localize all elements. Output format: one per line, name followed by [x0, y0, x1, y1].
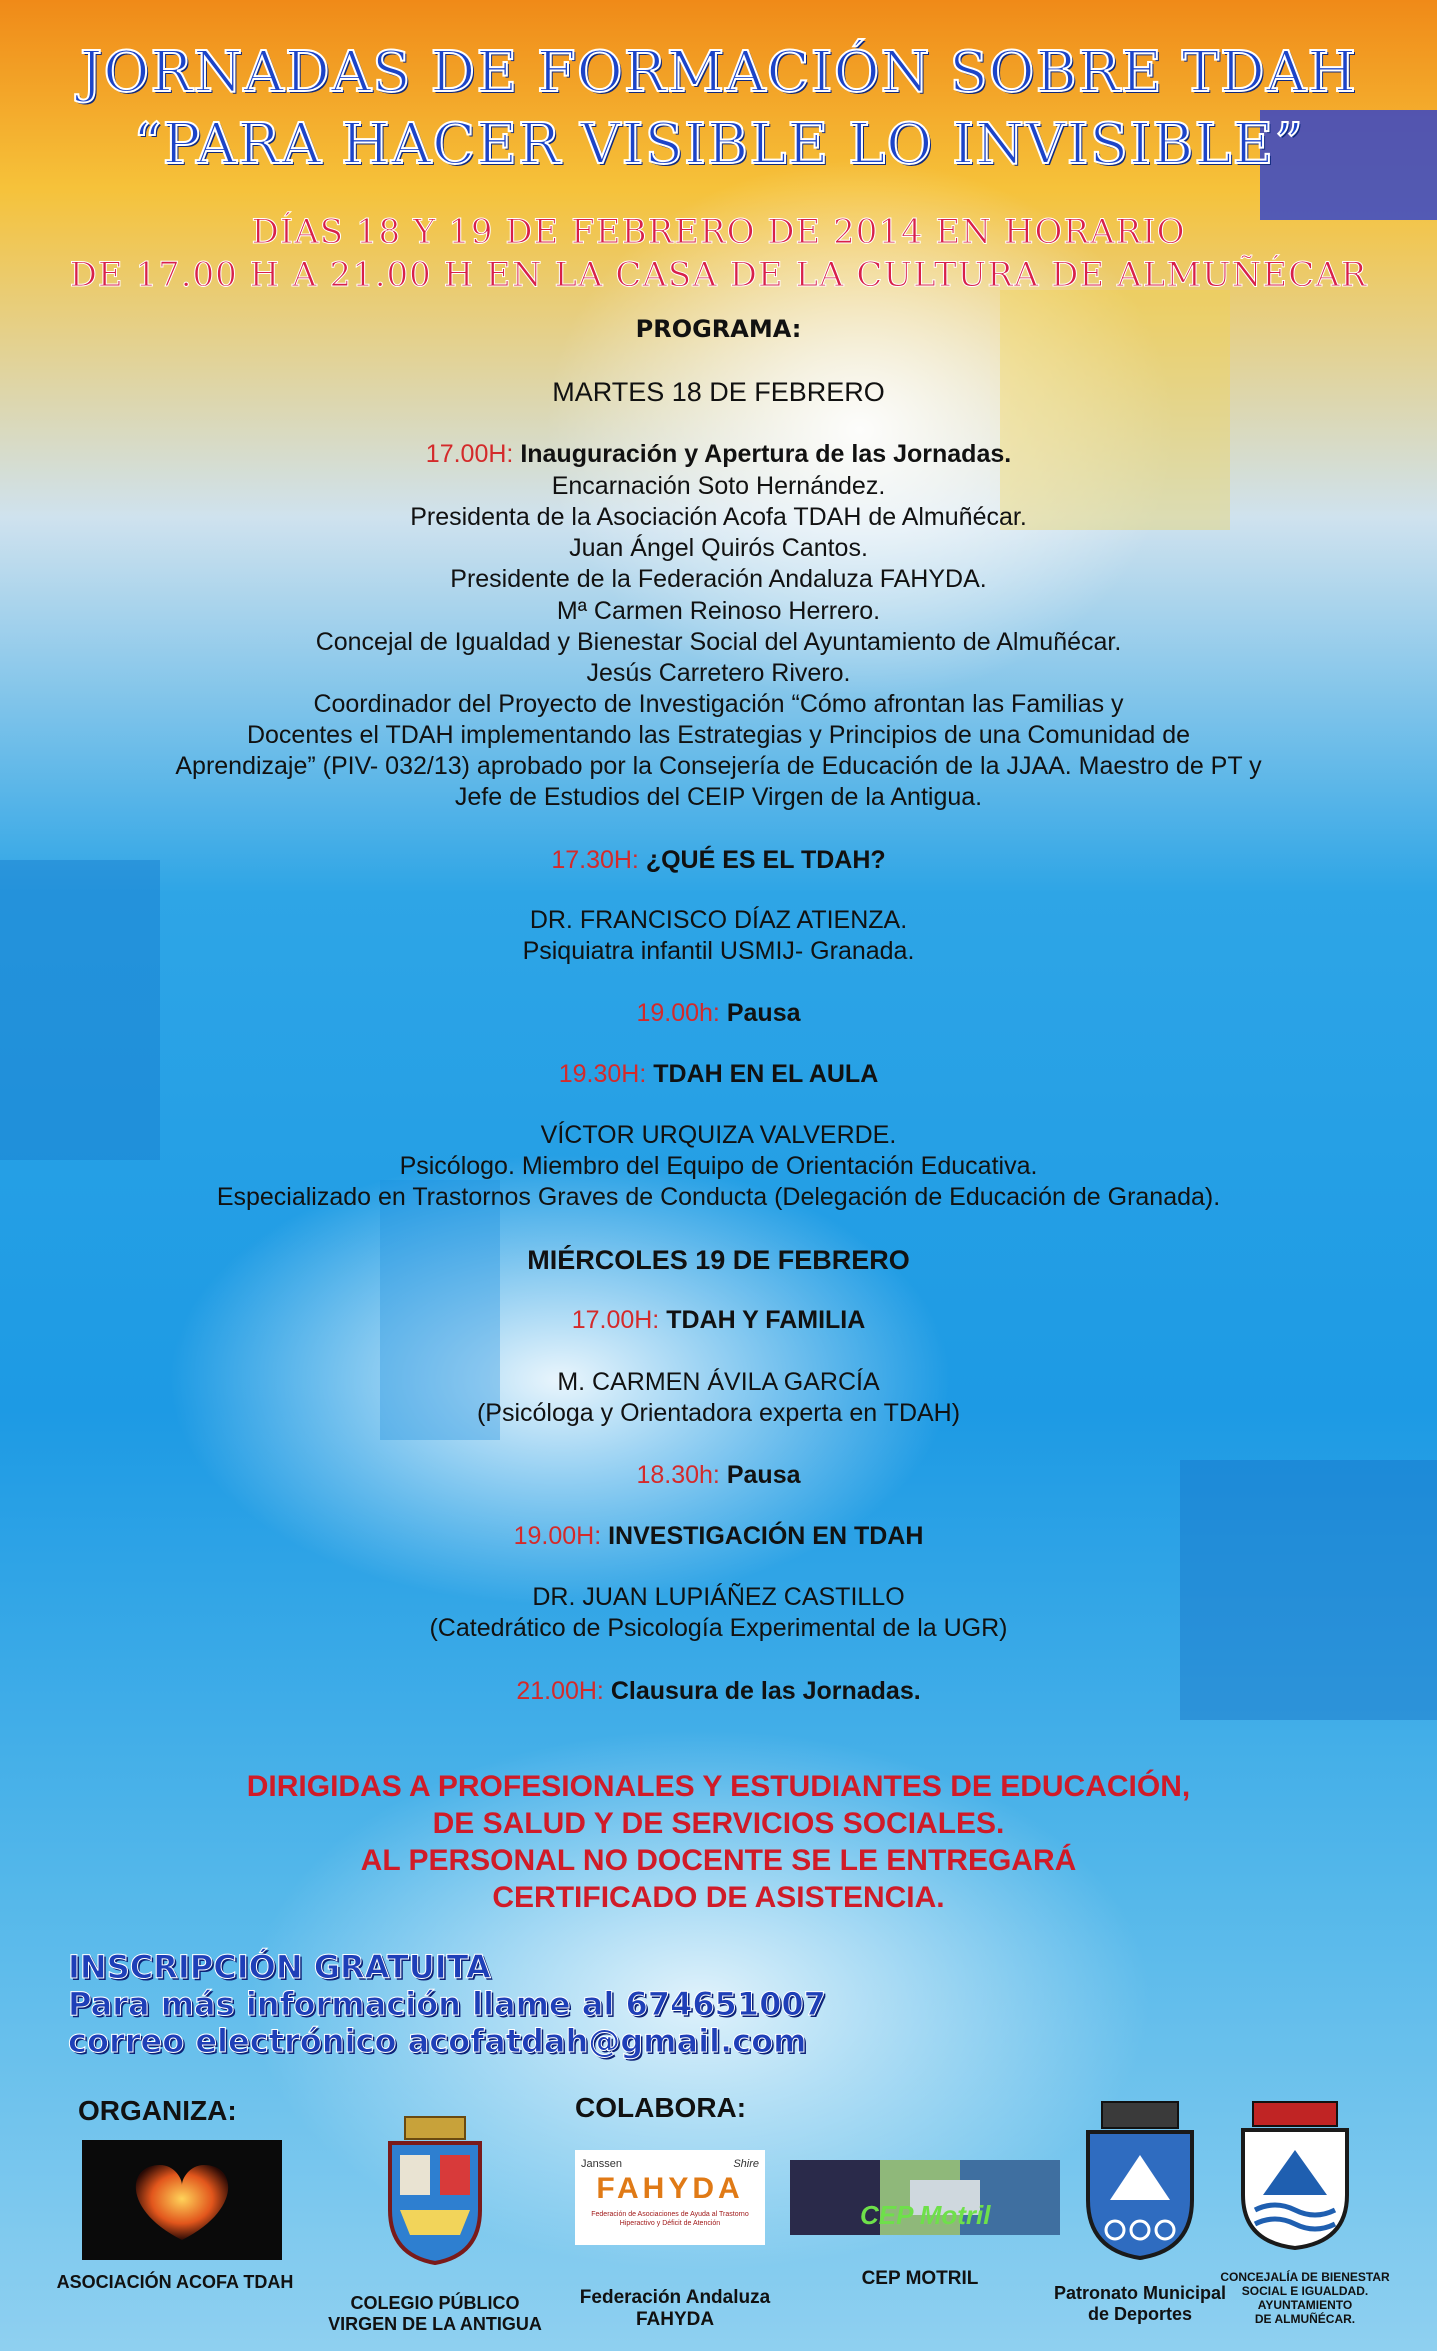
talk1-session: [0, 846, 1437, 875]
talk2-line-2: Especializado en Trastornos Graves de Conducta (Delegación de Educación de Granada).: [216, 1183, 1221, 1211]
opening-time: 17.00H:: [425, 440, 514, 468]
notice-line-3: CERTIFICADO DE ASISTENCIA.: [492, 1881, 945, 1914]
opening-line-4: Mª Carmen Reinoso Herrero.: [556, 597, 881, 625]
fahyda-caption: Federación de Asociaciones de Ayuda al Trastorno Hiperactivo y Déficit de Atención: [591, 2211, 749, 2227]
logo-label-acofa: ASOCIACIÓN ACOFA TDAH: [56, 2272, 294, 2292]
logo-label-ayuntamiento: [1195, 2256, 1415, 2326]
opening-session: [0, 440, 1437, 469]
deportes-crest-icon: [1080, 2100, 1200, 2260]
notice-line-0: DIRIGIDAS A PROFESIONALES Y ESTUDIANTES DE EDUCACIÓN,: [246, 1770, 1191, 1803]
opening-line-8: Docentes el TDAH implementando las Estrategias y Principios de una Comunidad de: [246, 721, 1191, 749]
registration-line1: INSCRIPCIÓN GRATUITA: [68, 1948, 491, 1986]
talk2-line-1: Psicólogo. Miembro del Equipo de Orientación Educativa.: [399, 1152, 1038, 1180]
talk2-line-0: VÍCTOR URQUIZA VALVERDE.: [540, 1121, 897, 1149]
pause1-time: 19.00h:: [636, 999, 720, 1027]
registration-line2[interactable]: Para más información llame al 674651007: [68, 1985, 826, 2023]
fahyda-shire-text: Shire: [733, 2158, 759, 2170]
logo-label-ayuntamiento-text: CONCEJALÍA DE BIENESTAR SOCIAL E IGUALDAD. AYUNTAMIENTO DE ALMUÑÉCAR.: [1220, 2270, 1390, 2326]
notice-line-2: AL PERSONAL NO DOCENTE SE LE ENTREGARÁ: [360, 1844, 1077, 1877]
day2-talk2-session: [0, 1522, 1437, 1551]
fahyda-logo-icon: [575, 2150, 765, 2245]
dates-line1: DÍAS 18 Y 19 DE FEBRERO DE 2014 EN HORARIO: [251, 212, 1186, 252]
fahyda-letters: FAHYDA: [596, 2172, 744, 2205]
day2-heading: MIÉRCOLES 19 DE FEBRERO: [527, 1245, 910, 1275]
opening-line-3: Presidente de la Federación Andaluza FAHYDA.: [450, 565, 987, 593]
talk2-title: TDAH EN EL AULA: [653, 1060, 879, 1088]
dates-line2: DE 17.00 H A 21.00 H EN LA CASA DE LA CULTURA DE ALMUÑÉCAR: [69, 255, 1368, 295]
opening-line-9: Aprendizaje” (PIV- 032/13) aprobado por la Consejería de Educación de la JJAA. Maestro de PT y: [175, 752, 1262, 780]
day2-pause-title: Pausa: [726, 1461, 801, 1489]
day2-pause-session: [0, 1461, 1437, 1490]
day2-talk2-line-1: (Catedrático de Psicología Experimental de la UGR): [429, 1614, 1008, 1642]
opening-line-5: Concejal de Igualdad y Bienestar Social del Ayuntamiento de Almuñécar.: [315, 628, 1122, 656]
day2-talk2-time: 19.00H:: [513, 1522, 602, 1550]
talk1-line-0: DR. FRANCISCO DÍAZ ATIENZA.: [529, 906, 908, 934]
organiza-label: ORGANIZA:: [78, 2095, 237, 2126]
poster-title-line1: JORNADAS DE FORMACIÓN SOBRE TDAH: [79, 40, 1358, 105]
poster-title-line2: “PARA HACER VISIBLE LO INVISIBLE”: [133, 112, 1304, 177]
logo-label-fahyda: [545, 2265, 805, 2331]
talk2-time: 19.30H:: [558, 1060, 647, 1088]
closing-session: [0, 1677, 1437, 1706]
opening-line-0: Encarnación Soto Hernández.: [551, 472, 886, 500]
day2-talk2-title: INVESTIGACIÓN EN TDAH: [608, 1522, 924, 1550]
opening-line-7: Coordinador del Proyecto de Investigación “Cómo afrontan las Familias y: [313, 690, 1124, 718]
opening-line-6: Jesús Carretero Rivero.: [586, 659, 851, 687]
logo-label-cep: CEP MOTRIL: [861, 2268, 979, 2289]
day2-talk2-line-0: DR. JUAN LUPIÁÑEZ CASTILLO: [532, 1583, 905, 1611]
opening-line-1: Presidenta de la Asociación Acofa TDAH de Almuñécar.: [410, 503, 1027, 531]
school-crest-icon: [380, 2115, 490, 2265]
logo-label-colegio: [300, 2272, 570, 2335]
fahyda-janssen-text: Janssen: [581, 2158, 622, 2170]
talk1-title: ¿QUÉ ES EL TDAH?: [645, 846, 886, 874]
registration-line3[interactable]: correo electrónico acofatdah@gmail.com: [68, 2022, 807, 2060]
logo-label-deportes-text: Patronato Municipal de Deportes: [1053, 2283, 1226, 2324]
day2-talk1-line-1: (Psicóloga y Orientadora experta en TDAH): [476, 1399, 961, 1427]
cep-logo-text: CEP Motril: [860, 2200, 991, 2230]
day2-talk1-session: [0, 1306, 1437, 1335]
pause1-session: [0, 999, 1437, 1028]
ayuntamiento-crest-icon: [1235, 2100, 1355, 2250]
logo-label-colegio-text: COLEGIO PÚBLICO VIRGEN DE LA ANTIGUA: [328, 2293, 542, 2334]
day2-pause-time: 18.30h:: [636, 1461, 720, 1489]
day2-talk1-time: 17.00H:: [571, 1306, 660, 1334]
talk2-session: [0, 1060, 1437, 1089]
logo-label-fahyda-text: Federación Andaluza FAHYDA: [579, 2287, 771, 2330]
day2-talk1-line-0: M. CARMEN ÁVILA GARCÍA: [557, 1368, 880, 1396]
cep-motril-logo-icon: [790, 2160, 1060, 2235]
notice-line-1: DE SALUD Y DE SERVICIOS SOCIALES.: [432, 1807, 1005, 1840]
pause1-title: Pausa: [726, 999, 801, 1027]
opening-title: Inauguración y Apertura de las Jornadas.: [520, 440, 1012, 468]
talk1-line-1: Psiquiatra infantil USMIJ- Granada.: [522, 937, 915, 965]
colabora-label: COLABORA:: [575, 2092, 747, 2123]
talk1-time: 17.30H:: [551, 846, 639, 874]
programa-heading: PROGRAMA:: [635, 315, 802, 343]
opening-line-10: Jefe de Estudios del CEIP Virgen de la Antigua.: [454, 783, 983, 811]
opening-line-2: Juan Ángel Quirós Cantos.: [569, 534, 868, 562]
heart-logo-icon: [82, 2140, 282, 2260]
closing-title: Clausura de las Jornadas.: [610, 1677, 921, 1705]
day2-talk1-title: TDAH Y FAMILIA: [666, 1306, 866, 1334]
day1-heading: MARTES 18 DE FEBRERO: [552, 377, 885, 407]
closing-time: 21.00H:: [516, 1677, 604, 1705]
